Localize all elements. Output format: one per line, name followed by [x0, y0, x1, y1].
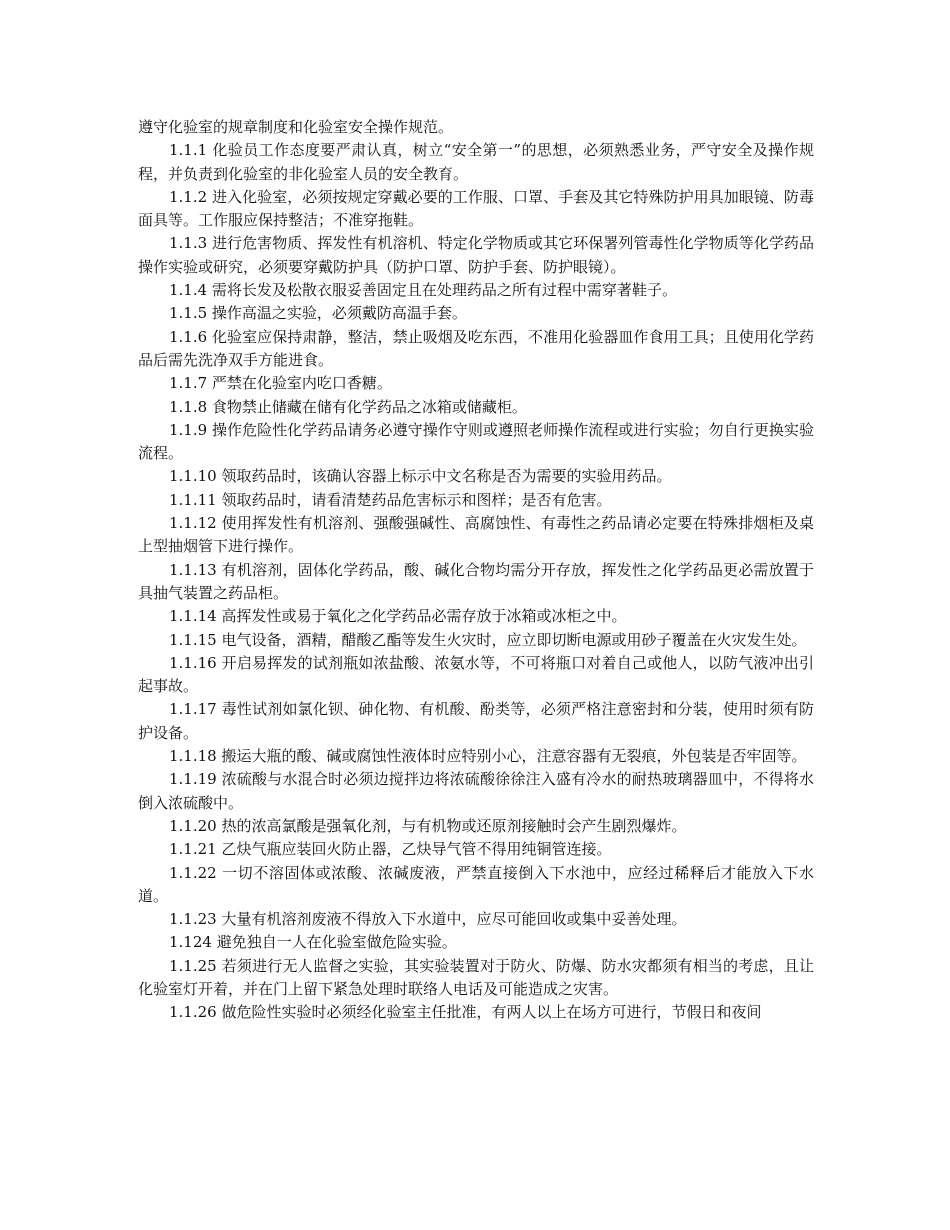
paragraph-rule-1-1-26: 1.1.26 做危险性实验时必须经化验室主任批准，有两人以上在场方可进行，节假日和夜间 [169, 1003, 762, 1022]
paragraph-rule-1-1-19: 1.1.19 浓硫酸与水混合时必须边搅拌边将浓硫酸徐徐注入盛有冷水的耐热玻璃器皿中，不得将水倒入浓硫酸中。 [138, 770, 814, 812]
paragraph-rule-1-1-9: 1.1.9 操作危险性化学药品请务必遵守操作守则或遵照老师操作流程或进行实验；勿自行更换实验流程。 [138, 420, 814, 463]
paragraph-rule-1-1-3: 1.1.3 进行危害物质、挥发性有机溶机、特定化学物质或其它环保署列管毒性化学物质等化学药品操作实验或研究，必须要穿戴防护具（防护口罩、防护手套、防护眼镜）。 [138, 234, 814, 276]
paragraph-rule-1-1-7: 1.1.7 严禁在化验室内吃口香糖。 [169, 374, 392, 393]
paragraph-rule-1-1-14: 1.1.14 高挥发性或易于氧化之化学药品必需存放于冰箱或冰柜之中。 [169, 607, 627, 626]
paragraph-intro: 遵守化验室的规章制度和化验室安全操作规范。 [138, 118, 454, 136]
paragraph-rule-1-1-4: 1.1.4 需将长发及松散衣服妥善固定且在处理药品之所有过程中需穿著鞋子。 [169, 281, 677, 300]
paragraph-rule-1-1-21: 1.1.21 乙炔气瓶应装回火防止器，乙炔导气管不得用纯铜管连接。 [169, 840, 612, 859]
document-page [138, 116, 814, 1025]
paragraph-rule-1-1-15: 1.1.15 电气设备，酒精，醋酸乙酯等发生火灾时，应立即切断电源或用砂子覆盖在火灾发生处。 [169, 630, 807, 649]
paragraph-rule-1-124: 1.124 避免独自一人在化验室做危险实验。 [169, 933, 457, 952]
paragraph-rule-1-1-1: 1.1.1 化验员工作态度要严肃认真，树立“安全第一”的思想，必须熟悉业务，严守安全及操作规程，并负责到化验室的非化验室人员的安全教育。 [138, 141, 814, 183]
paragraph-rule-1-1-17: 1.1.17 毒性试剂如氯化钡、砷化物、有机酸、酚类等，必须严格注意密封和分装，使用时须有防护设备。 [138, 700, 814, 742]
paragraph-rule-1-1-6: 1.1.6 化验室应保持肃静，整洁，禁止吸烟及吃东西，不准用化验器皿作食用工具；且使用化学药品后需先洗净双手方能进食。 [138, 327, 814, 369]
paragraph-rule-1-1-11: 1.1.11 领取药品时，请看清楚药品危害标示和图样；是否有危害。 [169, 490, 612, 509]
paragraph-rule-1-1-16: 1.1.16 开启易挥发的试剂瓶如浓盐酸、浓氨水等，不可将瓶口对着自己或他人，以防气液冲出引起事故。 [138, 653, 814, 696]
paragraph-rule-1-1-8: 1.1.8 食物禁止储藏在储有化学药品之冰箱或储藏柜。 [169, 397, 527, 416]
paragraph-rule-1-1-25: 1.1.25 若须进行无人监督之实验，其实验装置对于防火、防爆、防水灾都须有相当的考虑，且让化验室灯开着，并在门上留下紧急处理时联络人电话及可能造成之灾害。 [138, 956, 814, 998]
paragraph-rule-1-1-23: 1.1.23 大量有机溶剂废液不得放入下水道中，应尽可能回收或集中妥善处理。 [169, 910, 687, 929]
paragraph-rule-1-1-18: 1.1.18 搬运大瓶的酸、碱或腐蚀性液体时应特别小心，注意容器有无裂痕，外包装是否牢固等。 [169, 747, 807, 766]
paragraph-rule-1-1-10: 1.1.10 领取药品时，该确认容器上标示中文名称是否为需要的实验用药品。 [169, 467, 672, 486]
paragraph-rule-1-1-5: 1.1.5 操作高温之实验，必须戴防高温手套。 [169, 304, 467, 323]
paragraph-rule-1-1-13: 1.1.13 有机溶剂，固体化学药品，酸、碱化合物均需分开存放，挥发性之化学药品更必需放置于具抽气装置之药品柜。 [138, 560, 814, 602]
paragraph-rule-1-1-12: 1.1.12 使用挥发性有机溶剂、强酸强碱性、高腐蚀性、有毒性之药品请必定要在特殊排烟柜及桌上型抽烟管下进行操作。 [138, 514, 814, 556]
paragraph-rule-1-1-22: 1.1.22 一切不溶固体或浓酸、浓碱废液，严禁直接倒入下水池中，应经过稀释后才能放入下水道。 [138, 863, 814, 905]
paragraph-rule-1-1-20: 1.1.20 热的浓高氯酸是强氧化剂，与有机物或还原剂接触时会产生剧烈爆炸。 [169, 816, 687, 835]
paragraph-rule-1-1-2: 1.1.2 进入化验室，必须按规定穿戴必要的工作服、口罩、手套及其它特殊防护用具加眼镜、防毒面具等。工作服应保持整洁；不准穿拖鞋。 [138, 187, 814, 230]
